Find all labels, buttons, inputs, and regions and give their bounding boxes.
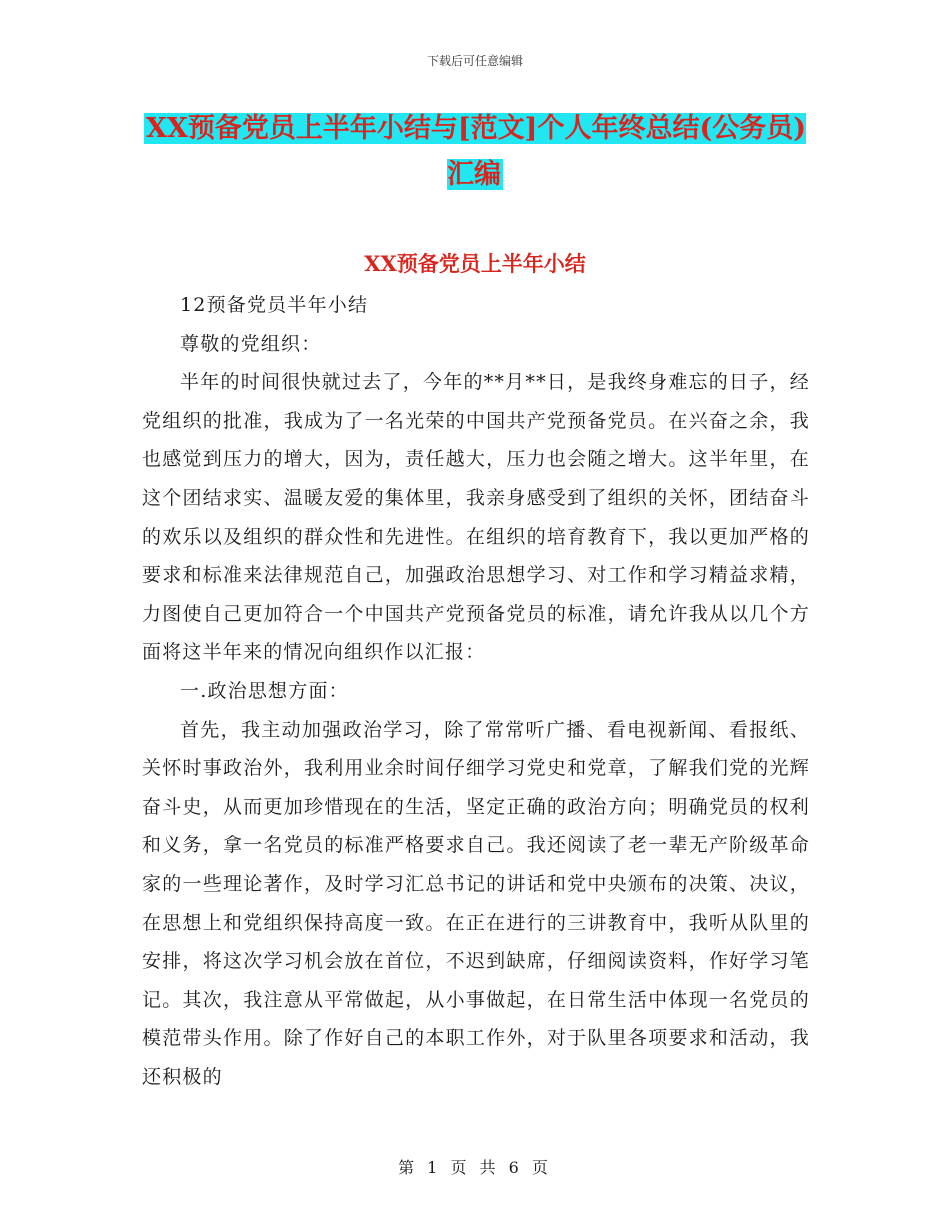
- document-title: [140, 106, 810, 198]
- section-title: XX预备党员上半年小结: [364, 251, 586, 276]
- paragraph: 半年的时间很快就过去了，今年的**月**日，是我终身难忘的日子，经党组织的批准，我成为了一名光荣的中国共产党预备党员。在兴奋之余，我也感觉到压力的增大，因为，责任越大，压力也会随之增大。这半年里，在这个团结求实、温暖友爱的集体里，我亲身感受到了组织的关怀，团结奋斗的欢乐以及组织的群众性和先进性。在组织的培育教育下，我以更加严格的要求和标准来法律规范自己，加强政治思想学习、对工作和学习精益求精，力图使自己更加符合一个中国共产党预备党员的标准，请允许我从以几个方面将这半年来的情况向组织作以汇报：: [142, 371, 810, 664]
- paragraph: 首先，我主动加强政治学习，除了常常听广播、看电视新闻、看报纸、关怀时事政治外，我利用业余时间仔细学习党史和党章，了解我们党的光辉奋斗史，从而更加珍惜现在的生活，坚定正确的政治方向；明确党员的权利和义务，拿一名党员的标准严格要求自己。我还阅读了老一辈无产阶级革命家的一些理论著作，及时学习汇总书记的讲话和党中央颁布的决策、决议，在思想上和党组织保持高度一致。在正在进行的三讲教育中，我听从队里的安排，将这次学习机会放在首位，不迟到缺席，仔细阅读资料，作好学习笔记。其次，我注意从平常做起，从小事做起，在日常生活中体现一名党员的模范带头作用。除了作好自己的本职工作外，对于队里各项要求和活动，我还积极的: [142, 718, 810, 1088]
- page-number: 第 1 页 共 6 页: [398, 1158, 552, 1177]
- header-note: 下载后可任意编辑: [426, 54, 523, 68]
- paragraph: 尊敬的党组织：: [180, 332, 322, 355]
- paragraph: 12预备党员半年小结: [180, 294, 369, 316]
- document-title-text: XX预备党员上半年小结与[范文]个人年终总结(公务员)汇编: [146, 113, 806, 190]
- document-body: [142, 286, 810, 1096]
- paragraph: 一.政治思想方面：: [180, 679, 349, 702]
